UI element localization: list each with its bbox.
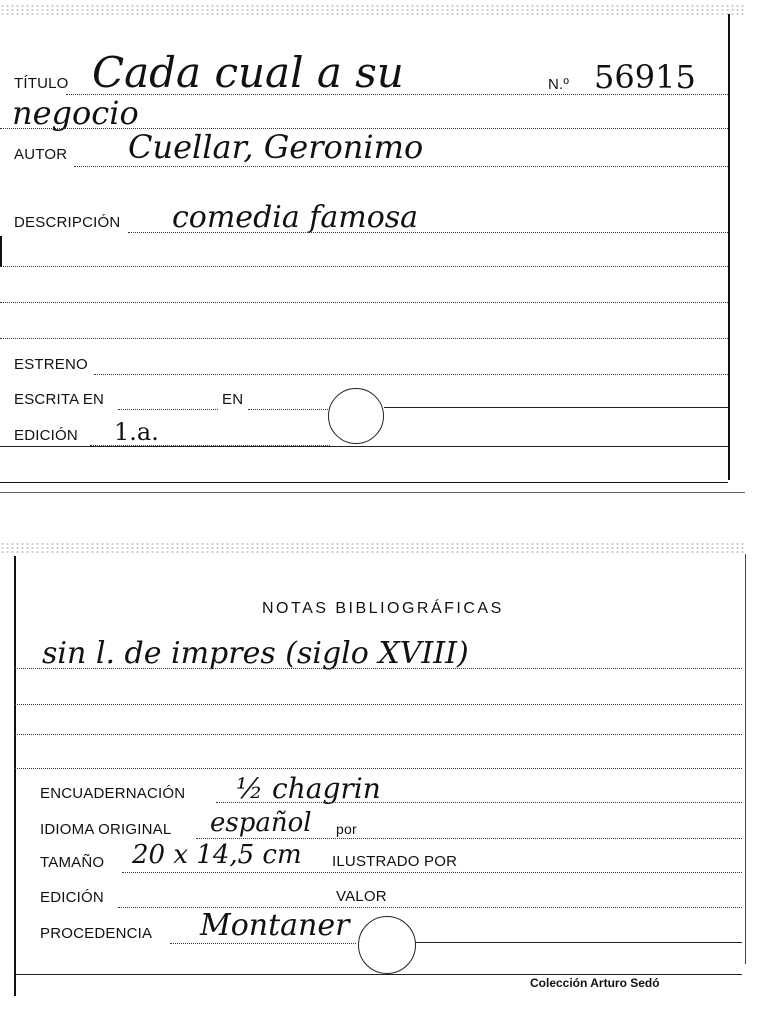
por-label: por	[336, 821, 357, 837]
descripcion-value: comedia famosa	[172, 200, 419, 235]
card-left-tick	[0, 236, 2, 266]
scan-noise	[0, 4, 745, 16]
autor-value: Cuellar, Geronimo	[128, 128, 424, 166]
tamano-line	[122, 872, 742, 873]
card-right-edge	[745, 554, 746, 964]
en-label: EN	[222, 391, 244, 408]
valor-label: VALOR	[336, 888, 387, 905]
notas-line-3	[14, 734, 742, 735]
descripcion-line-1	[128, 232, 728, 233]
descripcion-line-4	[0, 338, 728, 339]
edicion-label: EDICIÓN	[14, 427, 78, 444]
notas-heading: NOTAS BIBLIOGRÁFICAS	[262, 600, 504, 617]
en-line-a	[248, 409, 328, 410]
bottom-rule	[14, 974, 742, 975]
card-right-edge	[728, 14, 730, 480]
notas-value: sin l. de impres (siglo XVIII)	[42, 636, 469, 671]
autor-line	[74, 166, 728, 167]
notas-line-4	[14, 768, 742, 769]
titulo-line	[66, 94, 728, 95]
descripcion-label: DESCRIPCIÓN	[14, 214, 121, 231]
punch-hole	[358, 916, 416, 974]
idioma-line	[196, 838, 742, 839]
collection-footer: Colección Arturo Sedó	[530, 976, 660, 990]
procedencia-line-a	[170, 943, 356, 944]
card-bottom-edge	[0, 482, 728, 483]
titulo-label: TÍTULO	[14, 75, 69, 92]
tamano-value: 20 x 14,5 cm	[132, 840, 302, 870]
encuadernacion-label: ENCUADERNACIÓN	[40, 785, 186, 802]
numero-label: N.º	[548, 76, 570, 93]
notas-line-2	[14, 704, 742, 705]
escrita-en-label: ESCRITA EN	[14, 391, 105, 408]
page-edge	[0, 492, 745, 493]
encuadernacion-line	[216, 802, 742, 803]
edicion-label: EDICIÓN	[40, 889, 104, 906]
estreno-label: ESTRENO	[14, 356, 88, 373]
punch-hole	[328, 388, 384, 444]
card-left-edge	[14, 556, 16, 996]
autor-label: AUTOR	[14, 146, 68, 163]
titulo-value-continued: negocio	[12, 94, 139, 132]
catalog-card-back	[0, 540, 759, 1028]
escrita-en-line	[118, 409, 218, 410]
descripcion-line-2	[0, 266, 728, 267]
edicion-value: 1.a.	[114, 418, 159, 446]
encuadernacion-value: ½ chagrin	[236, 772, 381, 805]
en-line-b	[384, 407, 728, 408]
procedencia-line-b	[412, 942, 742, 943]
descripcion-line-3	[0, 302, 728, 303]
numero-value: 56915	[594, 58, 696, 96]
tamano-label: TAMAÑO	[40, 854, 105, 871]
edicion-rule	[0, 446, 728, 447]
idioma-value: español	[210, 808, 312, 838]
procedencia-value: Montaner	[200, 908, 350, 943]
procedencia-label: PROCEDENCIA	[40, 925, 153, 942]
titulo-value: Cada cual a su	[92, 48, 404, 97]
catalog-card-front	[0, 0, 759, 495]
scan-noise	[0, 542, 745, 554]
notas-line-1	[14, 668, 742, 669]
ilustrado-label: ILUSTRADO POR	[332, 853, 458, 870]
idioma-label: IDIOMA ORIGINAL	[40, 821, 172, 838]
estreno-line	[94, 374, 728, 375]
